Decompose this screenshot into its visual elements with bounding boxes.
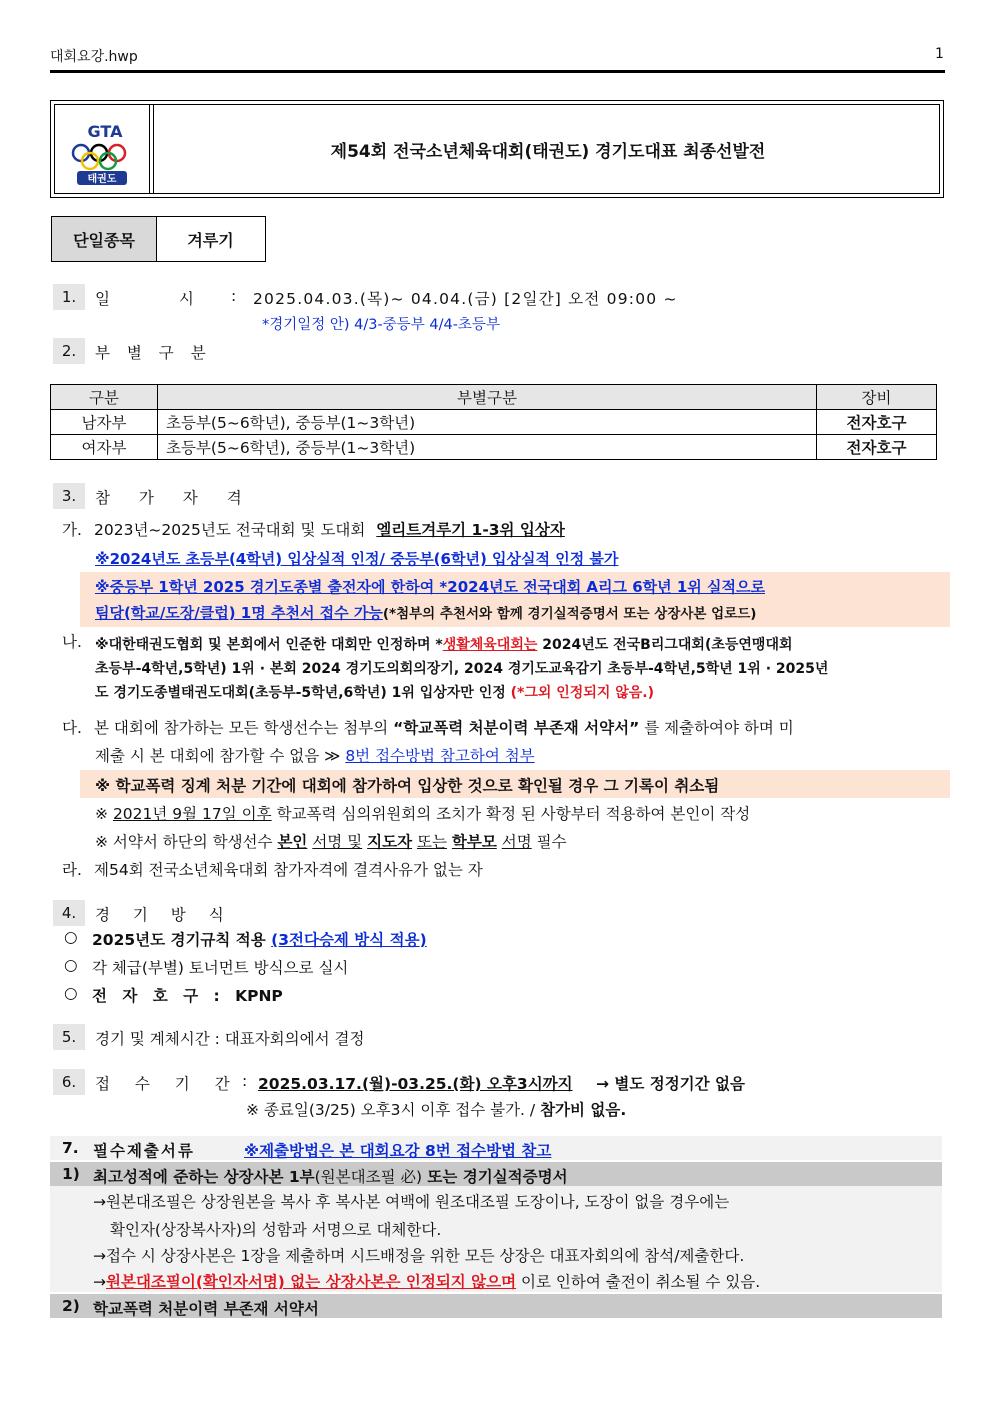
- item-da-note3: [95, 802, 750, 824]
- item-da-note4-or: 또는: [416, 833, 447, 851]
- table-cell: 초등부(5~6학년), 중등부(1~3학년): [158, 435, 817, 460]
- doc-item-1-title-c: 또는 경기실적증명서: [422, 1168, 568, 1186]
- item-da-note4-text-c: 서명 및: [312, 833, 363, 851]
- item-ga-note2-rest: (*첨부의 추천서와 함께 경기실적증명서 또는 상장사본 업로드): [382, 606, 757, 622]
- item-ga-note1: ※2024년도 초등부(4학년) 입상실적 인정/ 중등부(6학년) 입상실적 인정 불가: [95, 550, 619, 568]
- title-box: [50, 100, 944, 198]
- section-6-value: 2025.03.17.(월)-03.25.(화) 오후3시까지: [258, 1075, 573, 1093]
- section-6-note-text: ※ 종료일(3/25) 오후3시 이후 접수 불가. /: [246, 1101, 536, 1119]
- section-5-number: 5.: [53, 1024, 85, 1050]
- method-item-2: 각 체급(부별) 토너먼트 방식으로 실시: [92, 959, 349, 977]
- doc-item-1-line1: →원본대조필은 상장원본을 복사 후 복사본 여백에 원조대조필 도장이나, 도장이 없을 경우에는: [93, 1193, 730, 1211]
- title-box-inner: [54, 104, 940, 194]
- section-4-label: 경 기 방 식: [95, 906, 224, 924]
- section-1-value: 2025.04.03.(목)~ 04.04.(금) [2일간] 오전 09:00 ~: [253, 290, 678, 308]
- schedule-note: *경기일정 안) 4/3-중등부 4/4-초등부: [262, 317, 500, 333]
- table-row: [51, 435, 937, 460]
- section-6-note: [246, 1098, 626, 1120]
- item-na-text-b: 2024년도 전국B리그대회(초등연맹대회: [537, 637, 793, 653]
- item-da-marker: 다.: [62, 719, 82, 737]
- doc-item-1-line4-red: 원본대조필이(확인자서명) 없는 상장사본은 인정되지 않으며: [106, 1273, 517, 1291]
- section-3-number: 3.: [53, 483, 85, 509]
- gta-taekwondo-logo-icon: [65, 117, 145, 191]
- table-cell: 전자호구: [817, 410, 937, 435]
- doc-item-1-title: [93, 1165, 568, 1187]
- section-6-arrow: → 별도 정정기간 없음: [596, 1075, 745, 1093]
- table-cell: 남자부: [51, 410, 158, 435]
- item-na-line1: [95, 634, 793, 654]
- item-da-note4-self: 본인: [277, 833, 308, 851]
- section-7-link[interactable]: ※제출방법은 본 대회요강 8번 접수방법 참고: [244, 1142, 552, 1160]
- item-da-note4-parent: 학부모: [451, 833, 497, 851]
- table-header-cell: 부별구분: [158, 385, 817, 410]
- item-na-text-c: 도 경기도종별태권도대회(초등부-5학년,6학년) 1위 입상자만 인정: [95, 685, 506, 701]
- item-na-line3: [95, 682, 654, 702]
- table-header-row: [51, 385, 937, 410]
- item-da-note4-text-a: ※ 서약서 하단의 학생선수: [95, 833, 273, 851]
- method-bullet-2: ○: [64, 956, 78, 974]
- item-ga-bold: 엘리트겨루기 1-3위 입상자: [376, 521, 565, 539]
- file-name: 대회요강.hwp: [50, 49, 138, 65]
- item-ga-note2-line1: ※중등부 1학년 2025 경기도종별 출전자에 한하여 *2024년도 전국대회 A리그 6학년 1위 실적으로: [95, 578, 765, 596]
- section-2-label: 부 별 구 분: [95, 344, 206, 362]
- item-ra-text: 제54회 전국소년체육대회 참가자격에 결격사유가 없는 자: [94, 861, 483, 879]
- item-da-note3-date: 2021년 9월 17일 이후: [112, 805, 272, 823]
- section-1-number: 1.: [53, 284, 85, 310]
- table-cell: 초등부(5~6학년), 중등부(1~3학년): [158, 410, 817, 435]
- logo-text-top: GTA: [87, 122, 123, 141]
- item-da-pledge: “학교폭력 처분이력 부존재 서약서”: [393, 719, 640, 737]
- section-6-sep: :: [242, 1072, 248, 1090]
- doc-item-1-line3: →접수 시 상장사본은 1장을 제출하며 시드배정을 위한 모든 상장은 대표자회의에 참석/제출한다.: [93, 1247, 745, 1265]
- section-1-sep: :: [231, 287, 237, 305]
- item-da-note4-required: 필수: [536, 833, 567, 851]
- item-da-note3-text: 학교폭력 심의위원회의 조치가 확정 된 사항부터 적용하여 본인이 작성: [276, 805, 751, 823]
- section-7-label: 필수제출서류: [93, 1142, 195, 1160]
- item-da-line2: [95, 744, 535, 766]
- section-7-number: 7.: [62, 1139, 79, 1157]
- section-3-label: 참 가 자 격: [95, 489, 242, 507]
- method-item-1-blue: (3전다승제 방식 적용): [271, 931, 427, 949]
- item-da-link[interactable]: 8번 접수방법 참고하여 첨부: [345, 747, 535, 765]
- doc-item-1-line4: [93, 1270, 760, 1292]
- division-table: [50, 384, 937, 460]
- doc-item-2-title: 학교폭력 처분이력 부존재 서약서: [93, 1300, 319, 1318]
- item-da-text-d: 제출 시 본 대회에 참가할 수 없음 ≫: [95, 747, 341, 765]
- method-item-1: [92, 928, 427, 950]
- page-title: 제54회 전국소년체육대회(태권도) 경기도대표 최종선발전: [330, 141, 766, 162]
- item-da-note4-sign: 서명: [501, 833, 532, 851]
- logo-text-badge: 태권도: [87, 174, 117, 185]
- page-number: 1: [935, 46, 944, 62]
- item-na-line2: 초등부-4학년,5학년) 1위 · 본회 2024 경기도의회의장기, 2024 경기도교육감기 초등부-4학년,5학년 1위 · 2025년: [95, 661, 829, 677]
- item-da-text-c: 를 제출하여야 하며 미: [644, 719, 794, 737]
- section-5-text: 경기 및 계체시간 : 대표자회의에서 결정: [95, 1030, 365, 1048]
- item-da-line1: [94, 716, 794, 738]
- section-2-number: 2.: [53, 338, 85, 364]
- section-6-number: 6.: [53, 1069, 85, 1095]
- item-da-note3-mark: ※: [95, 805, 108, 823]
- header-rule: [50, 70, 945, 73]
- item-ga-text: 2023년~2025년도 전국대회 및 도대회: [94, 521, 366, 539]
- doc-item-2-number: 2): [62, 1297, 80, 1315]
- table-cell: 전자호구: [817, 435, 937, 460]
- item-ga-marker: 가.: [62, 521, 82, 539]
- section-6-note-fee: 참가비 없음.: [540, 1101, 627, 1119]
- item-ga-note2-line2: [95, 602, 756, 623]
- item-da-note4: [95, 830, 567, 852]
- item-da-warning: ※ 학교폭력 징계 처분 기간에 대회에 참가하여 입상한 것으로 확인될 경우 그 기록이 취소됨: [95, 777, 720, 795]
- table-row: [51, 410, 937, 435]
- event-value: 겨루기: [156, 216, 266, 262]
- item-ga-note2-link: 팀당(학교/도장/클럽) 1명 추천서 접수 가능: [95, 604, 383, 622]
- method-item-3: 전 자 호 구 : KPNP: [92, 987, 283, 1005]
- item-ra-marker: 라.: [62, 861, 82, 879]
- section-6-label: 접 수 기 간: [95, 1075, 230, 1093]
- table-header-cell: 구분: [51, 385, 158, 410]
- item-na-text-a: ※대한태권도협회 및 본회에서 인준한 대회만 인정하며 *: [95, 637, 443, 653]
- doc-item-1-line2: 확인자(상장복사자)의 성함과 서명으로 대체한다.: [110, 1221, 442, 1239]
- item-na-red-note: (*그외 인정되지 않음.): [510, 685, 655, 701]
- logo-cell: [55, 105, 154, 193]
- event-label: 단일종목: [51, 216, 157, 262]
- method-bullet-1: ○: [64, 928, 78, 946]
- section-4-number: 4.: [53, 900, 85, 926]
- table-header-cell: 장비: [817, 385, 937, 410]
- item-na-highlight: 생활체육대회는: [442, 637, 538, 653]
- doc-item-1-number: 1): [62, 1165, 80, 1183]
- doc-item-1-title-a: 최고성적에 준하는 상장사본 1부: [93, 1168, 315, 1186]
- item-ga-line: [94, 518, 565, 540]
- item-da-note4-coach: 지도자: [367, 833, 413, 851]
- item-da-text-a: 본 대회에 참가하는 모든 학생선수는 첨부의: [94, 719, 389, 737]
- method-item-1-text: 2025년도 경기규칙 적용: [92, 931, 266, 949]
- doc-item-1-line4-rest: 이로 인하여 출전이 취소될 수 있음.: [516, 1273, 761, 1291]
- section-1-label: 일 시: [95, 290, 194, 308]
- method-bullet-3: ○: [64, 984, 78, 1002]
- doc-item-1-title-b: (원본대조필 必): [314, 1168, 423, 1186]
- table-cell: 여자부: [51, 435, 158, 460]
- doc-item-1-line4-arrow: →: [93, 1273, 106, 1291]
- item-na-marker: 나.: [62, 633, 82, 651]
